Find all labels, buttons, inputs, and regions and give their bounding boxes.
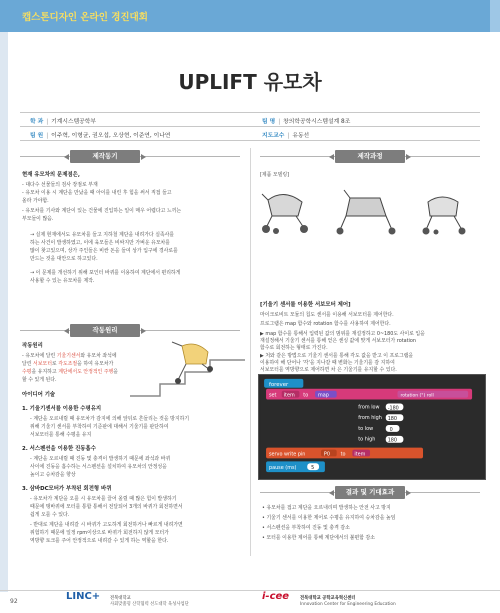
idea3-line-5: 위험하기 때문에 일정 rpm이상으로 바퀴가 회전하지 않게 모터가: [30, 530, 169, 536]
code-pause-value: 5: [311, 465, 315, 472]
servo-bullet-1: ▶ map 함수를 통해서 입력된 값의 범위를 재설정하고 0~180도 사이로 입을: [260, 331, 425, 337]
code-from-low-value: -180: [387, 405, 399, 412]
servo-line-2: 프로그램은 map 함수와 rotation 함수를 사용하여 제어한다.: [260, 321, 391, 327]
linc-line-1: 전북대학교: [110, 596, 131, 601]
servo-highlight: 서보모터: [33, 361, 52, 367]
servo-bullet-6: 서보모터를 역방향으로 제어하면 차 은 기울기를 유지할 수 있다.: [260, 367, 397, 373]
servo-bullet-4: ▶ 처와 같은 방법으로 기울기 센서를 통해 각도 값을 받고 이 프로그램을: [260, 353, 414, 359]
servo-bullet-3: 함수로 회전하는 형태로 가진다.: [260, 345, 328, 351]
idea-heading: 아이디어 기술: [22, 392, 56, 398]
motivation-line-2: - 유모차 이용 시 계단을 만났을 때 아이를 내린 후 힘을 써서 직접 들고: [22, 190, 172, 196]
idea2-line-3: 높이고 승차감을 향상: [30, 472, 76, 478]
teamname-value: 창의학공학시스템설계 8조: [283, 119, 351, 125]
icee-line-1: 전북대학교 공학교육혁신센터: [300, 596, 356, 601]
process-heading: 제작과정: [335, 150, 405, 163]
motivation-arrow2-line-2: 사용할 수 있는 유모차를 제작.: [30, 278, 95, 284]
code-map: map: [318, 392, 329, 399]
advisor-key: 지도교수: [262, 133, 285, 139]
code-to-low-value: 0: [389, 426, 393, 433]
team-value: 이주혁, 이형균, 권오섭, 오상현, 이준연, 이나연: [51, 133, 171, 139]
code-to-low: to low: [358, 425, 374, 432]
result-line-2: • 기울기 센서를 이용한 제어로 수평을 유지하여 승차감을 높임: [262, 515, 396, 521]
principle-subhead: 작동원리: [22, 343, 43, 349]
motivation-intro: 현재 유모차의 문제점은,: [22, 172, 80, 178]
stable-highlight: 계단에서도 안정적인 주행: [58, 369, 114, 375]
top-banner: [0, 0, 500, 32]
code-from-high: from high: [358, 415, 382, 422]
tilt-sensor-highlight: 기울기센서: [56, 353, 81, 359]
code-servo-to: to: [340, 451, 346, 458]
project-title: UPLIFT 유모차: [178, 70, 322, 94]
motivation-arrow1-line-2: 하는 사건이 발생하였고, 이에 육모들은 비싸지만 가벼운 유모차를: [30, 240, 170, 246]
result-line-4: • 모터를 이용한 제어를 통해 계단에서의 불편함 감소: [262, 535, 375, 541]
advisor-value: 유동선: [292, 133, 310, 139]
idea1-title: 1. 기울기센서를 이용한 수평유지: [22, 406, 102, 412]
linc-logo: LINC+: [66, 591, 101, 602]
dept-value: 기계시스템공학부: [51, 119, 96, 125]
level-highlight: 수평: [22, 369, 32, 375]
principle-heading: 작동원리: [70, 324, 140, 337]
principle-line-3: 수평을 유지하고 계단에서도 안정적인 주행을: [22, 369, 118, 375]
linc-line-2: 사회맞춤형 산학협력 선도대학 육성사업단: [110, 602, 189, 607]
model-label: [제품 모델링]: [260, 172, 289, 178]
stroller-stairs-illustration: [130, 340, 245, 398]
code-to: to: [303, 392, 309, 399]
angle-highlight: 각도조절: [58, 361, 78, 367]
dept-row: 학 과 | 기계시스템공학부: [30, 119, 96, 125]
column-divider: [250, 148, 251, 556]
result-line-1: • 유모차를 접고 계단을 오르내리며 발생하는 안전 사고 방지: [262, 505, 391, 511]
motivation-line-4: - 유모차를 기사와 계단이 있는 건물에 진입하는 일이 매우 어렵다고 느끼는: [22, 208, 182, 214]
motivation-heading: 제작동기: [70, 150, 140, 163]
servo-line-1: 마이크로비트 모듈의 칩도 센서를 이용해 서보모터를 제어한다.: [260, 312, 394, 318]
code-servo: servo write pin: [268, 451, 306, 458]
servo-heading: [기울기 센서를 이용한 서보모터 제어]: [260, 302, 351, 308]
motivation-arrow1-line-4: 만드는 것을 대안으로 하고있다.: [30, 256, 98, 262]
code-forever: forever: [268, 381, 289, 388]
icee-line-2: Innovation Center for Engineering Education: [300, 602, 396, 607]
servo-bullet-2: 재설정해서 기울기 센서를 통해 얻은 센싱 값에 맞게 서보모터가 rotation: [260, 338, 417, 344]
idea2-line-1: - 계단을 오르내릴 때 진동 및 충격이 발생하기 때문에 좌석과 바퀴: [30, 456, 171, 462]
makecode-blocks: [258, 374, 486, 480]
motivation-arrow2-line-1: → 이 문제를 개선하기 위해 포인터 바퀴를 이용하여 계단에서 편리하게: [30, 270, 181, 276]
idea3-title: 3. 삼바DC모터가 부착된 회전형 바퀴: [22, 486, 112, 492]
product-model-image: [260, 188, 480, 236]
idea1-line-2: 위해 기울기 센서를 부착하여 기준판에 대해서 기울기를 판단하여: [30, 424, 169, 430]
code-pause: pause (ms): [268, 465, 297, 472]
team-key: 팀 원: [30, 133, 44, 139]
idea3-line-2: 때문에 탱바퀴에 모터를 통합 통해서 전달되어 3개의 바퀴가 회전하면서: [30, 504, 183, 510]
page-number: 92: [10, 598, 18, 605]
idea2-line-2: 사이에 진동을 흡수하는 서스펜션을 설치하여 유모차의 안정성을: [30, 464, 167, 470]
idea3-line-4: - 반대로 계단을 내려갈 시 바퀴가 고도하게 회전하거나 빠르게 내려가면: [30, 522, 183, 528]
code-item: item: [283, 392, 295, 399]
principle-line-2: 달린 서보모터로 각도조절을 하여 유모차가: [22, 361, 114, 367]
side-strip: [0, 32, 8, 592]
motivation-arrow1-line-1: → 실제 현재에서도 유모차를 들고 지하철 계단을 내려가다 실족사를: [30, 232, 175, 238]
motivation-line-1: - 대다수 선물들의 검사 장점로 부재: [22, 182, 98, 188]
idea1-line-3: 서보모터를 통해 수평을 유지: [30, 432, 92, 438]
info-divider-bottom: [20, 140, 480, 141]
result-line-3: • 서스펜션을 부착하여 진동 및 충격 감소: [262, 525, 350, 531]
code-to-high: to high: [358, 436, 376, 443]
team-row: 팀 원 | 이주혁, 이형균, 권오섭, 오상현, 이준연, 이나연: [30, 133, 171, 139]
motivation-line-5: 부모들이 많음.: [22, 216, 54, 222]
info-divider-top: [20, 112, 480, 113]
code-from-high-value: 180: [387, 416, 398, 423]
code-from-low: from low: [358, 404, 380, 411]
code-set: set: [268, 392, 277, 399]
idea1-line-1: - 계단을 오르내릴 때 유모차가 감지에 의해 앞뒤로 흔들리는 것을 방지하기: [30, 416, 190, 422]
principle-line-1: - 유모차에 달린 기울기센서와 유모차 좌석에: [22, 353, 117, 359]
servo-bullet-5: 이용하여 해 단어나 '각'을 지나갈 때 변화는 기울기를 감 지하여: [260, 360, 395, 366]
idea3-line-3: 쉽게 오를 수 있다.: [30, 512, 70, 518]
idea3-line-1: - 유모차가 계단을 오를 시 유모차를 끌어 올릴 때 많은 힘이 발생하기: [30, 496, 177, 502]
dept-key: 학 과: [30, 119, 44, 125]
principle-line-4: 할 수 있게 된다.: [22, 377, 57, 383]
info-divider-mid: [20, 126, 480, 127]
teamname-key: 팀 명: [262, 119, 276, 125]
advisor-row: 지도교수 | 유동선: [262, 133, 310, 139]
code-to-high-value: 180: [387, 437, 398, 444]
corner-tab: [490, 0, 500, 32]
motivation-arrow1-line-3: 많이 찾고있으며, 상가 주인들은 비싼 돈을 들여 상가 입구에 경사로를: [30, 248, 178, 254]
code-servo-pin: P0: [323, 451, 330, 458]
code-rotation: rotation (°) roll: [400, 393, 434, 399]
idea3-line-6: 역방향 토크를 주어 안정적으로 내려갈 수 있게 하는 역할을 한다.: [30, 538, 169, 544]
motivation-line-3: 올라 가야함.: [22, 198, 49, 204]
teamname-row: 팀 명 | 창의학공학시스템설계 8조: [262, 119, 351, 125]
contest-header: 캡스톤디자인 온라인 경진대회: [22, 12, 148, 23]
idea2-title: 2. 서스펜션을 이용한 진동흡수: [22, 446, 96, 452]
icee-logo: i-cee: [262, 591, 290, 602]
code-servo-value: item: [354, 451, 366, 458]
result-heading: 결과 및 기대효과: [335, 486, 405, 499]
